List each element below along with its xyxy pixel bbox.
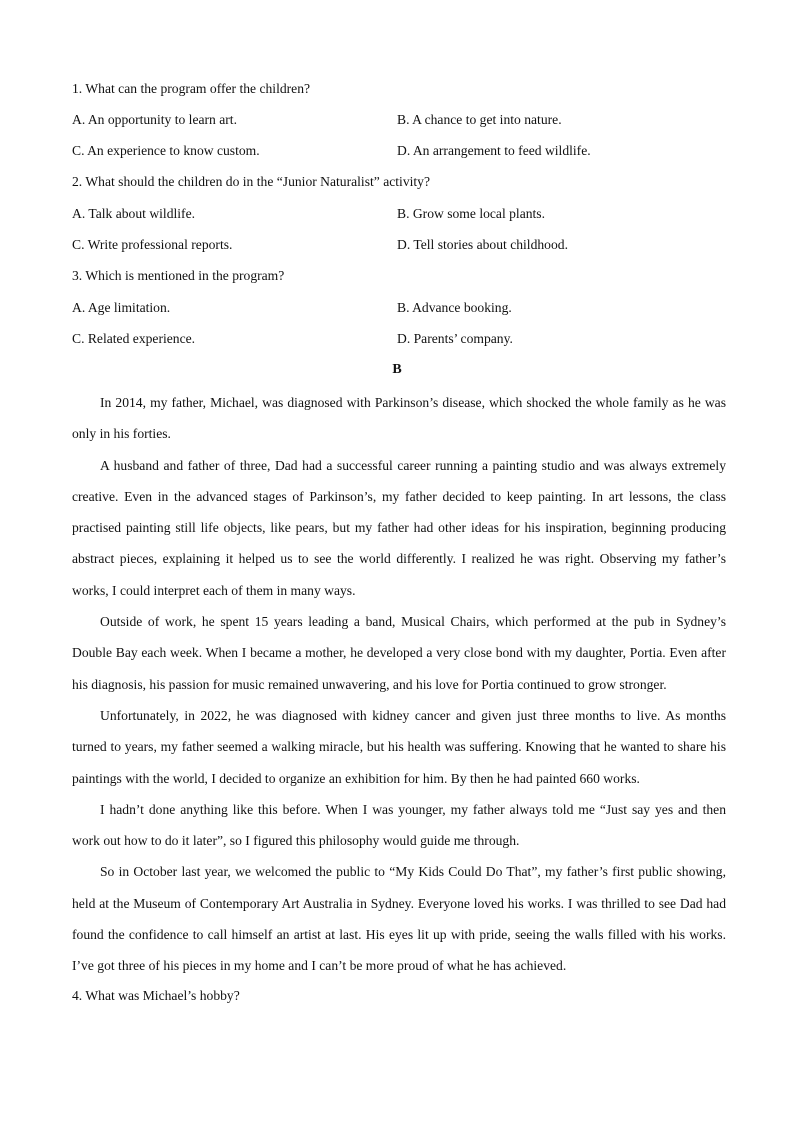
question-2-option-c: C. Write professional reports. bbox=[72, 237, 233, 252]
question-3-option-a: A. Age limitation. bbox=[72, 300, 171, 315]
passage-paragraph-5: I hadn’t done anything like this before. When I was younger, my father always told me “Just say yes and then work out how to do it later”, so I figured this philosophy would guide me through. bbox=[72, 801, 726, 849]
section-b-title: B bbox=[392, 362, 402, 377]
question-3-option-d: D. Parents’ company. bbox=[397, 331, 513, 346]
question-1-option-a: A. An opportunity to learn art. bbox=[72, 112, 237, 127]
question-2-option-b: B. Grow some local plants. bbox=[397, 206, 545, 221]
question-3-option-c: C. Related experience. bbox=[72, 331, 196, 346]
question-4-stem: 4. What was Michael’s hobby? bbox=[72, 988, 240, 1003]
question-3-stem: 3. Which is mentioned in the program? bbox=[72, 268, 285, 283]
passage-paragraph-2: A husband and father of three, Dad had a successful career running a painting studio and was always extremely creative. Even in the advanced stages of Parkinson’s, my father decided to keep painting. In art lessons, the class practised painting still life objects, like pears, but my father had other ideas for his inspiration, beginning producing abstract pieces, explaining it helped us to see the world differently. I realized he was right. Observing my father’s works, I could interpret each of them in many ways. bbox=[72, 457, 726, 598]
question-1-option-d: D. An arrangement to feed wildlife. bbox=[397, 143, 591, 158]
question-2-stem: 2. What should the children do in the “Junior Naturalist” activity? bbox=[72, 174, 431, 189]
passage-paragraph-1: In 2014, my father, Michael, was diagnosed with Parkinson’s disease, which shocked the whole family as he was only in his forties. bbox=[72, 395, 726, 442]
question-1-stem: 1. What can the program offer the children? bbox=[72, 81, 311, 96]
question-1-option-b: B. A chance to get into nature. bbox=[397, 112, 562, 127]
passage-paragraph-6: So in October last year, we welcomed the public to “My Kids Could Do That”, my father’s first public showing, held at the Museum of Contemporary Art Australia in Sydney. Everyone loved his works. I was thrilled to see Dad had found the confidence to call himself an artist at last. His eyes lit up with pride, seeing the walls filled with his works. I’ve got three of his pieces in my home and I can’t be more proud of what he has achieved. bbox=[72, 864, 726, 974]
question-2-option-a: A. Talk about wildlife. bbox=[72, 206, 196, 221]
passage-paragraph-3: Outside of work, he spent 15 years leading a band, Musical Chairs, which performed at the pub in Sydney’s Double Bay each week. When I became a mother, he developed a very close bond with my daughter, Portia. Even after his diagnosis, his passion for music remained unwavering, and his love for Portia continued to grow stronger. bbox=[72, 614, 726, 692]
passage-paragraph-4: Unfortunately, in 2022, he was diagnosed with kidney cancer and given just three months to live. As months turned to years, my father seemed a walking miracle, but his health was suffering. Knowing that he wanted to share his paintings with the world, I decided to organize an exhibition for him. By then he had painted 660 works. bbox=[72, 707, 726, 786]
question-1-option-c: C. An experience to know custom. bbox=[72, 143, 260, 158]
question-2-option-d: D. Tell stories about childhood. bbox=[397, 237, 568, 252]
question-3-option-b: B. Advance booking. bbox=[397, 300, 512, 315]
section-b-passage bbox=[72, 387, 726, 982]
